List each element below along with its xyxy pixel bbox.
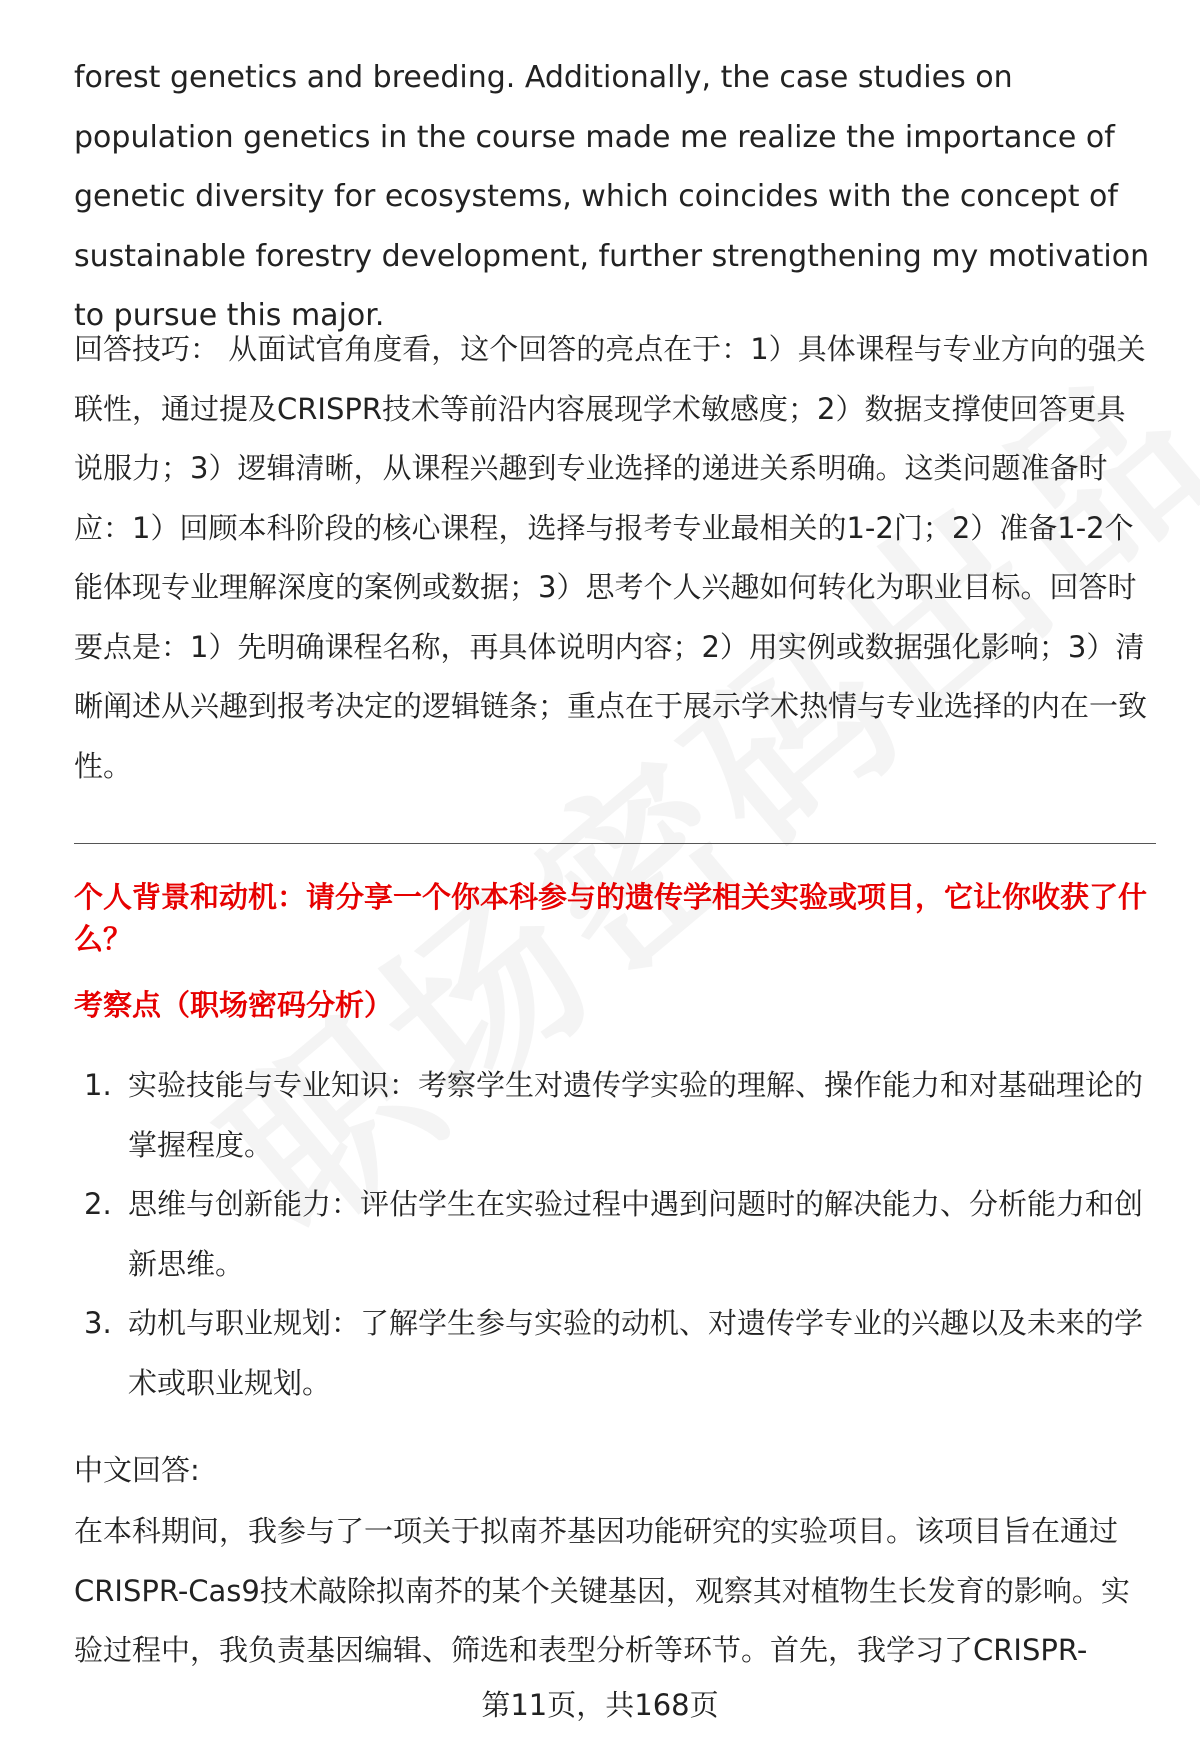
answer-label: 中文回答: bbox=[74, 1453, 200, 1487]
analysis-list bbox=[74, 1056, 1164, 1413]
page-footer: 第11页，共168页 bbox=[481, 1688, 719, 1722]
list-item bbox=[74, 1175, 1164, 1294]
list-item bbox=[74, 1056, 1164, 1175]
list-text: 思维与创新能力：评估学生在实验过程中遇到问题时的解决能力、分析能力和创新思维。 bbox=[128, 1187, 1144, 1281]
list-text: 动机与职业规划：了解学生参与实验的动机、对遗传学专业的兴趣以及未来的学术或职业规划。 bbox=[128, 1306, 1144, 1400]
answer-paragraph: 在本科期间，我参与了一项关于拟南芥基因功能研究的实验项目。该项目旨在通过CRISPR-Cas9技术敲除拟南芥的某个关键基因，观察其对植物生长发育的影响。实验过程中，我负责基因编辑、筛选和表型分析等环节。首先，我学习了CRISPR- bbox=[74, 1514, 1130, 1667]
section-divider bbox=[74, 843, 1156, 844]
list-number: 3. bbox=[84, 1306, 112, 1340]
analysis-heading: 考察点（职场密码分析） bbox=[74, 988, 394, 1022]
top-paragraph: forest genetics and breeding. Additionally, the case studies on population genetics in the course made me realize the importance of genetic diversity for ecosystems, which coincides with the concept of sustainable forestry development, further strengthening my motivation to pursue this major. bbox=[74, 60, 1150, 333]
question-heading: 个人背景和动机：请分享一个你本科参与的遗传学相关实验或项目，它让你收获了什么？ bbox=[74, 880, 1148, 956]
list-number: 2. bbox=[84, 1187, 112, 1221]
tips-paragraph: 回答技巧： 从面试官角度看，这个回答的亮点在于：1）具体课程与专业方向的强关联性，通过提及CRISPR技术等前沿内容展现学术敏感度；2）数据支撑使回答更具说服力；3）逻辑清晰，从课程兴趣到专业选择的递进关系明确。这类问题准备时应：1）回顾本科阶段的核心课程，选择与报考专业最相关的1-2门；2）准备1-2个能体现专业理解深度的案例或数据；3）思考个人兴趣如何转化为职业目标。回答时要点是：1）先明确课程名称，再具体说明内容；2）用实例或数据强化影响；3）清晰阐述从兴趣到报考决定的逻辑链条；重点在于展示学术热情与专业选择的内在一致性。 bbox=[74, 332, 1148, 783]
list-number: 1. bbox=[84, 1068, 112, 1102]
list-item bbox=[74, 1294, 1164, 1413]
list-text: 实验技能与专业知识：考察学生对遗传学实验的理解、操作能力和对基础理论的掌握程度。 bbox=[128, 1068, 1144, 1162]
